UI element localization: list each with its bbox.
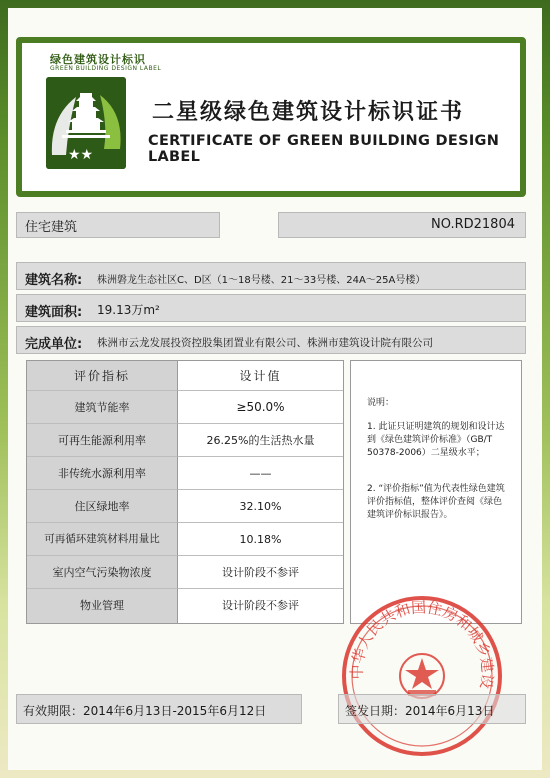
- table-row-name: 非传统水源利用率: [27, 457, 177, 490]
- table-row-name: 室内空气污染物浓度: [27, 556, 177, 589]
- table-row-value: ≥50.0%: [177, 391, 343, 424]
- issue-date: 签发日期：2014年6月13日: [345, 704, 495, 718]
- completion-unit-row: [16, 326, 526, 354]
- table-row-name: 建筑节能率: [27, 391, 177, 424]
- building-area-row: [16, 294, 526, 322]
- logo-title: 绿色建筑设计标识: [50, 53, 146, 66]
- table-row-value: 设计阶段不参评: [177, 556, 343, 589]
- certificate-title-cn: 二星级绿色建筑设计标识证书: [152, 99, 465, 125]
- table-row-name: 物业管理: [27, 589, 177, 623]
- table-header-indicator: 评价指标: [27, 361, 177, 391]
- green-building-logo-icon: [46, 77, 126, 169]
- seal-text: 中华人民共和国住房和城乡建设: [347, 598, 497, 690]
- table-row-name: 可再生能源利用率: [27, 424, 177, 457]
- certificate-title-en: CERTIFICATE OF GREEN BUILDING DESIGN LABEL: [148, 133, 500, 165]
- category-bar: [16, 212, 220, 238]
- table-row-name: 住区绿地率: [27, 490, 177, 523]
- building-area-value: 19.13万m²: [97, 303, 160, 317]
- validity-bar: [16, 694, 302, 724]
- table-row-value: 26.25%的生活热水量: [177, 424, 343, 457]
- building-name-value: 株洲磐龙生态社区C、D区（1～18号楼、21～33号楼、24A～25A号楼）: [97, 275, 426, 286]
- building-name-row: [16, 262, 526, 290]
- table-row-value: 10.18%: [177, 523, 343, 556]
- certificate-header: [16, 37, 526, 197]
- note-1: 1. 此证只证明建筑的规划和设计达到《绿色建筑评价标准》（GB/T 50378-2006）二星级水平；: [367, 422, 505, 458]
- validity-period: 有效期限：2014年6月13日-2015年6月12日: [23, 704, 267, 718]
- table-header-value: 设计值: [177, 361, 343, 391]
- certificate-number-bar: [278, 212, 526, 238]
- official-seal: [338, 592, 506, 760]
- table-row-value: 设计阶段不参评: [177, 589, 343, 623]
- note-2: 2. “评价指标”值为代表性绿色建筑评价指标值，整体评价查阅《绿色建筑评价标识报告》。: [367, 484, 505, 520]
- table-row-name: 可再循环建筑材料用量比: [27, 523, 177, 556]
- certificate-number: NO.RD21804: [431, 217, 515, 232]
- notes-panel: [350, 360, 522, 624]
- indicator-table: [26, 360, 344, 624]
- star-icons: ★★: [68, 147, 94, 163]
- logo-subtitle: GREEN BUILDING DESIGN LABEL: [50, 65, 162, 72]
- completion-unit-value: 株洲市云龙发展投资控股集团置业有限公司、株洲市建筑设计院有限公司: [97, 337, 433, 349]
- issue-date-bar: [338, 694, 526, 724]
- building-area-label: 建筑面积:: [25, 305, 83, 320]
- completion-unit-label: 完成单位:: [25, 337, 83, 352]
- table-row-value: ——: [177, 457, 343, 490]
- building-category: 住宅建筑: [25, 220, 78, 235]
- building-name-label: 建筑名称:: [25, 273, 83, 288]
- notes-title: 说明：: [367, 398, 395, 408]
- table-row-value: 32.10%: [177, 490, 343, 523]
